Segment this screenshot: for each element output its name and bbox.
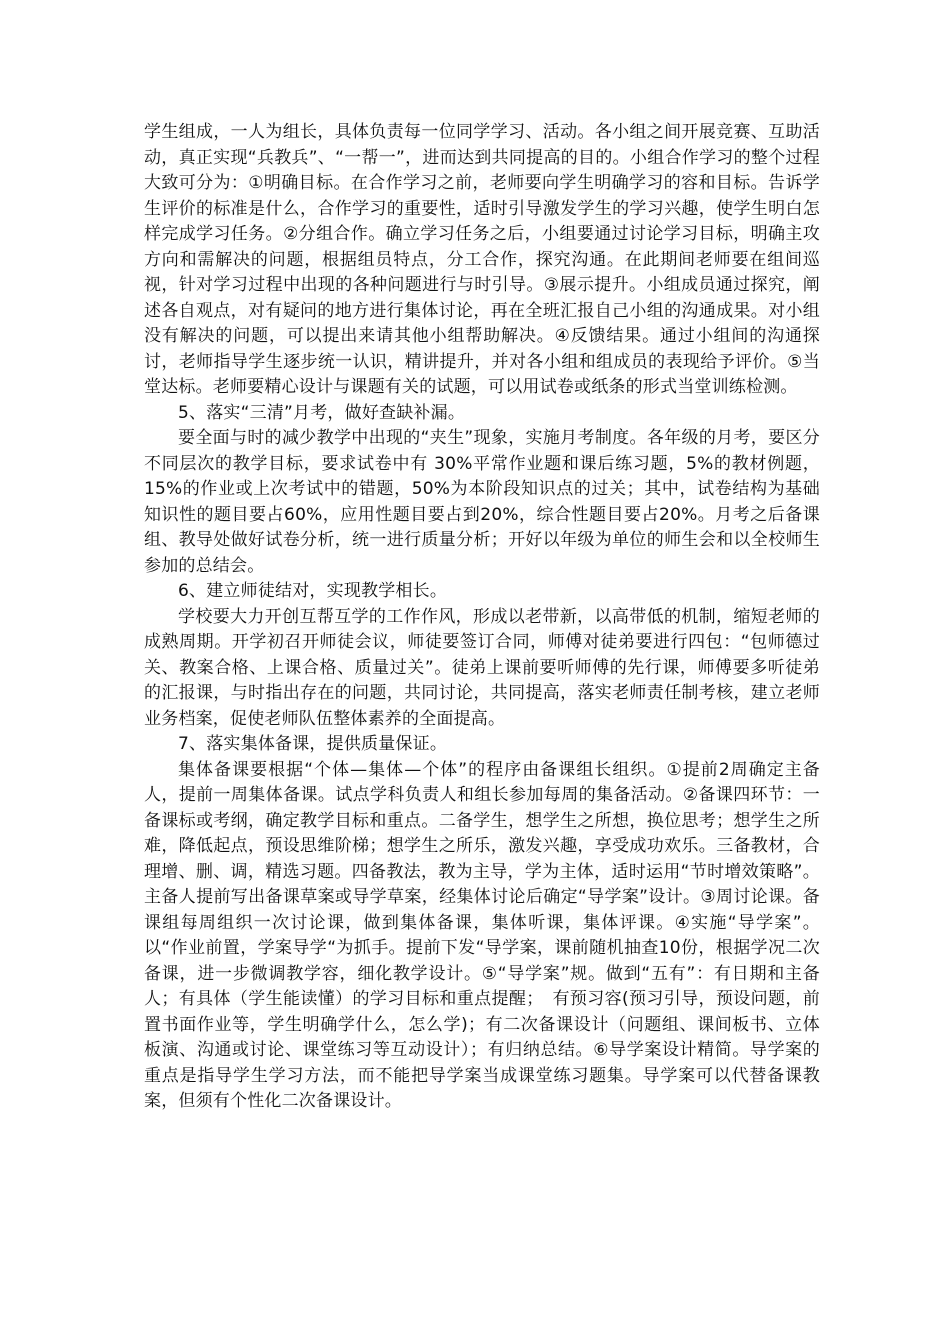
- heading-monthly-exam: 5、落实“三清”月考，做好查缺补漏。: [178, 402, 466, 423]
- heading-mentorship: 6、建立师徒结对，实现教学相长。: [178, 581, 448, 601]
- heading-collective-prep: 7、落实集体备课，提供质量保证。: [178, 734, 448, 754]
- paragraph-monthly-exam: 要全面与时的减少教学中出现的“夹生”现象，实施月考制度。各年级的月考，要区分不同层次的教学目标，要求试卷中有 30%平常作业题和课后练习题，5%的教材例题，15%的作业或上次考试中的错题，50%为本阶段知识点的过关；其中，试卷结构为基础知识性的题目要占60%，应用性题目要占到20%，综合性题目要占20%。月考之后备课组、教导处做好试卷分析，统一进行质量分析；开好以年级为单位的师生会和以全校师生参加的总结会。: [144, 428, 820, 576]
- paragraph-mentorship: 学校要大力开创互帮互学的工作作风，形成以老带新，以高带低的机制，缩短老师的成熟周期。开学初召开师徒会议，师徒要签订合同，师傅对徒弟要进行四包：“包师德过关、教案合格、上课合格、质量过关”。徒弟上课前要听师傅的先行课，师傅要多听徒弟的汇报课，与时指出存在的问题，共同讨论，共同提高，落实老师责任制考核，建立老师业务档案，促使老师队伍整体素养的全面提高。: [144, 606, 820, 729]
- document-body: [144, 120, 820, 1115]
- paragraph-collective-prep: 集体备课要根据“个体—集体—个体”的程序由备课组长组织。①提前2周确定主备人，提前一周集体备课。试点学科负责人和组长参加每周的集备活动。②备课四环节：一备课标或考纲，确定教学目标和重点。二备学生，想学生之所想，换位思考；想学生之所难，降低起点，预设思维阶梯；想学生之所乐，激发兴趣，享受成功欢乐。三备教材，合理增、删、调，精选习题。四备教法，教为主导，学为主体，适时运用“节时增效策略”。主备人提前写出备课草案或导学草案，经集体讨论后确定“导学案”设计。③周讨论课。备课组每周组织一次讨论课，做到集体备课，集体听课，集体评课。④实施“导学案”。以“作业前置，学案导学“为抓手。提前下发“导学案，课前随机抽查10份，根据学况二次备课，进一步微调教学容，细化教学设计。⑤“导学案”规。做到“五有”：有日期和主备人；有具体（学生能读懂）的学习目标和重点提醒； 有预习容(预习引导，预设问题，前置书面作业等，学生明确学什么，怎么学)；有二次备课设计（问题组、课间板书、立体板演、沟通或讨论、课堂练习等互动设计）；有归纳总结。⑥导学案设计精简。导学案的重点是指导学生学习方法，而不能把导学案当成课堂练习题集。导学案可以代替备课教案，但须有个性化二次备课设计。: [144, 759, 820, 1111]
- paragraph-group-study: 学生组成，一人为组长，具体负责每一位同学学习、活动。各小组之间开展竞赛、互助活动，真正实现“兵教兵”、“一帮一”，进而达到共同提高的目的。小组合作学习的整个过程大致可分为：①明确目标。在合作学习之前，老师要向学生明确学习的容和目标。告诉学生评价的标准是什么，合作学习的重要性，适时引导激发学生的学习兴趣，使学生明白怎样完成学习任务。②分组合作。确立学习任务之后，小组要通过讨论学习目标，明确主攻方向和需解决的问题，根据组员特点，分工合作，探究沟通。在此期间老师要在组间巡视，针对学习过程中出现的各种问题进行与时引导。③展示提升。小组成员通过探究，阐述各自观点，对有疑问的地方进行集体讨论，再在全班汇报自己小组的沟通成果。对小组没有解决的问题，可以提出来请其他小组帮助解决。④反馈结果。通过小组间的沟通探讨，老师指导学生逐步统一认识，精讲提升，并对各小组和组成员的表现给予评价。⑤当堂达标。老师要精心设计与课题有关的试题，可以用试卷或纸条的形式当堂训练检测。: [144, 122, 820, 397]
